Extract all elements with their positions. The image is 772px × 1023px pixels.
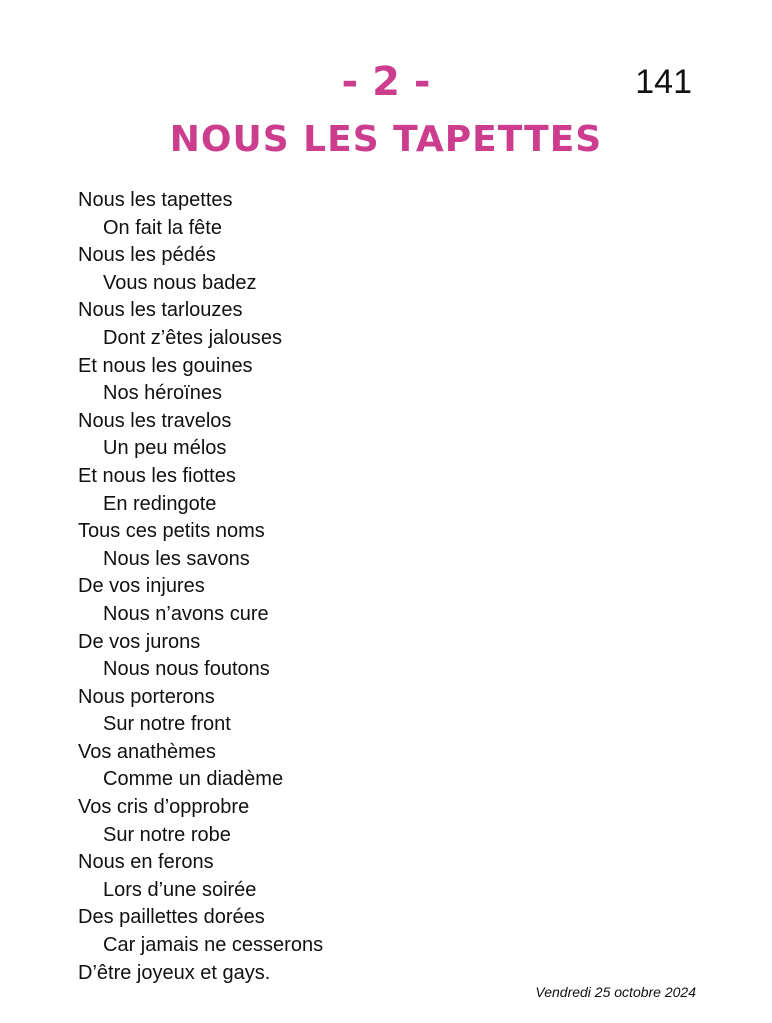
lyric-line: Nous porterons: [78, 685, 215, 708]
lyric-line: De vos injures: [78, 575, 205, 598]
lyric-line: Dont z’êtes jalouses: [103, 326, 282, 349]
lyric-line: On fait la fête: [103, 216, 222, 239]
lyric-line: Sur notre front: [103, 713, 231, 736]
song-number: - 2 -: [341, 59, 431, 105]
lyric-line: Nos héroïnes: [103, 382, 222, 405]
lyric-line: D’être joyeux et gays.: [78, 961, 271, 984]
lyric-line: Un peu mélos: [103, 437, 227, 460]
song-title: NOUS LES TAPETTES: [169, 119, 603, 160]
lyric-line: Et nous les gouines: [78, 354, 253, 377]
lyric-line: Sur notre robe: [103, 823, 231, 846]
lyric-line: Nous nous foutons: [103, 658, 270, 681]
lyric-line: Nous les tarlouzes: [78, 299, 243, 322]
lyric-line: Lors d’une soirée: [103, 878, 257, 901]
lyric-line: Nous n’avons cure: [103, 602, 269, 625]
lyric-line: Des paillettes dorées: [78, 906, 265, 929]
lyric-line: Nous les travelos: [78, 409, 232, 432]
lyric-line: En redingote: [103, 492, 217, 515]
lyric-line: Vous nous badez: [103, 271, 257, 294]
lyric-line: Nous les pédés: [78, 244, 216, 267]
lyric-line: Car jamais ne cesserons: [103, 934, 324, 957]
lyric-line: Nous en ferons: [78, 851, 214, 874]
lyric-line: Nous les savons: [103, 547, 250, 570]
lyric-line: Comme un diadème: [103, 768, 284, 791]
lyric-line: Vos cris d’opprobre: [78, 796, 250, 819]
lyric-line: De vos jurons: [78, 630, 201, 653]
lyric-line: Et nous les fiottes: [78, 464, 236, 487]
lyric-line: Tous ces petits noms: [78, 520, 265, 543]
lyrics-block: [78, 187, 323, 987]
date-footer: Vendredi 25 octobre 2024: [535, 984, 696, 1000]
lyric-line: Vos anathèmes: [78, 740, 216, 763]
lyric-line: Nous les tapettes: [78, 189, 233, 211]
page-number: 141: [635, 63, 692, 101]
